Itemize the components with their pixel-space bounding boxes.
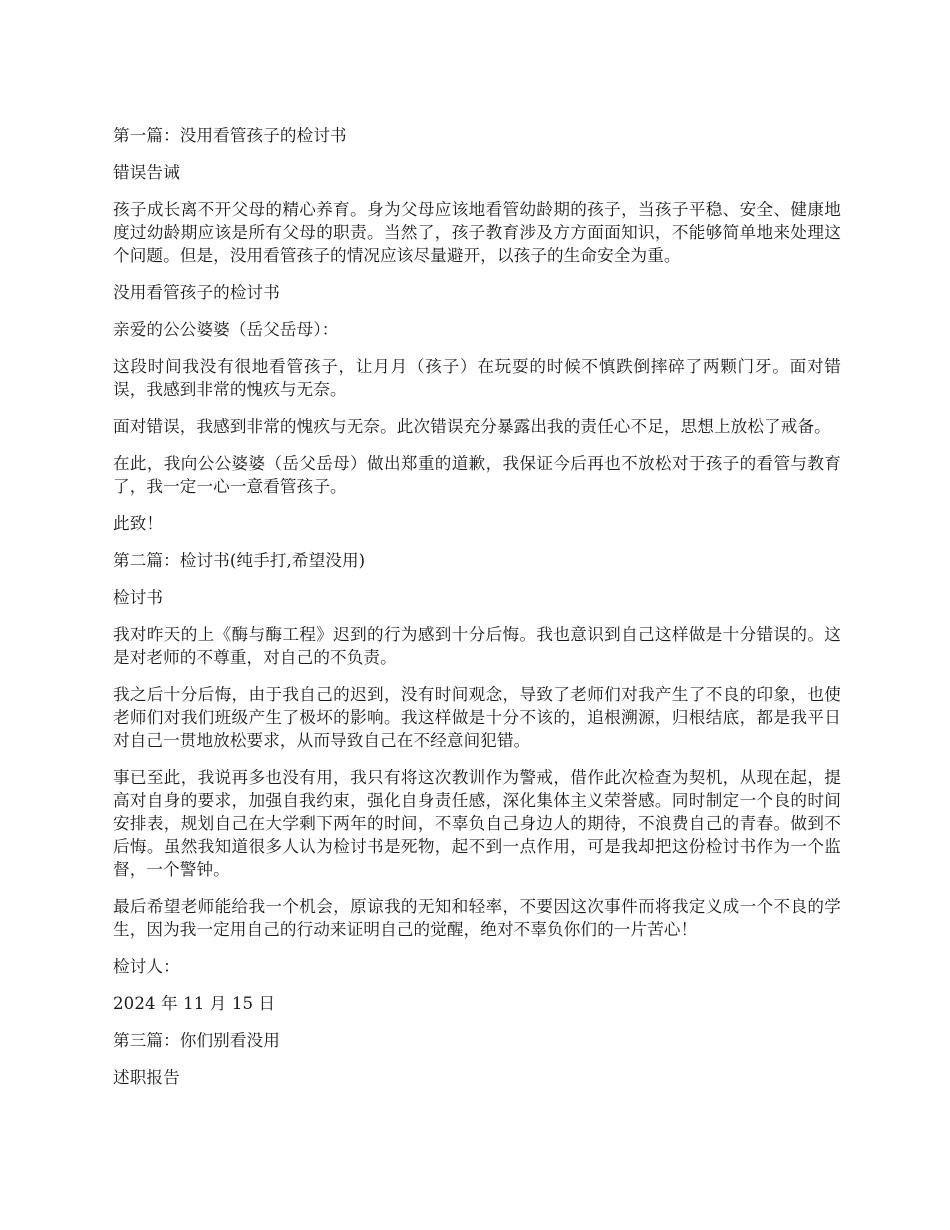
document-page: [113, 124, 841, 1103]
body-paragraph: 我之后十分后悔，由于我自己的迟到，没有时间观念，导致了老师们对我产生了不良的印象，也使老师们对我们班级产生了极坏的影响。我这样做是十分不该的，追根溯源，归根结底，都是我平日对自己一贯地放松要求，从而导致自己在不经意间犯错。: [113, 685, 841, 750]
signature-label: 检讨人：: [113, 957, 180, 976]
heading-part-three: 第三篇：你们别看没用: [113, 1031, 280, 1050]
closing: 此致！: [113, 514, 164, 533]
body-paragraph: 事已至此，我说再多也没有用，我只有将这次教训作为警戒，借作此次检查为契机，从现在起，提高对自身的要求，加强自我约束，强化自身责任感，深化集体主义荣誉感。同时制定一个良的时间安排表，规划自己在大学剩下两年的时间，不辜负自己身边人的期待，不浪费自己的青春。做到不后悔。虽然我知道很多人认为检讨书是死物，起不到一点作用，可是我却把这份检讨书作为一个监督，一个警钟。: [113, 768, 841, 879]
body-paragraph: 我对昨天的上《酶与酶工程》迟到的行为感到十分后悔。我也意识到自己这样做是十分错误的。这是对老师的不尊重，对自己的不负责。: [113, 625, 841, 667]
salutation: 亲爱的公公婆婆（岳父岳母）：: [113, 320, 339, 339]
date-line: 2024 年 11 月 15 日: [113, 994, 276, 1013]
body-paragraph: 孩子成长离不开父母的精心养育。身为父母应该地看管幼龄期的孩子，当孩子平稳、安全、健康地度过幼龄期应该是所有父母的职责。当然了，孩子教育涉及方方面面知识，不能够简单地来处理这个问题。但是，没用看管孩子的情况应该尽量避开，以孩子的生命安全为重。: [113, 200, 841, 265]
body-paragraph: 这段时间我没有很地看管孩子，让月月（孩子）在玩耍的时候不慎跌倒摔碎了两颗门牙。面对错误，我感到非常的愧疚与无奈。: [113, 357, 841, 399]
body-paragraph: 面对错误，我感到非常的愧疚与无奈。此次错误充分暴露出我的责任心不足，思想上放松了戒备。: [113, 417, 831, 436]
section-title: 错误告诫: [113, 163, 180, 182]
body-paragraph: 在此，我向公公婆婆（岳父岳母）做出郑重的道歉，我保证今后再也不放松对于孩子的看管与教育了，我一定一心一意看管孩子。: [113, 454, 841, 496]
heading-part-two: 第二篇：检讨书(纯手打,希望没用): [113, 551, 366, 570]
section-title: 述职报告: [113, 1068, 180, 1087]
section-title: 检讨书: [113, 588, 164, 607]
body-paragraph: 最后希望老师能给我一个机会，原谅我的无知和轻率，不要因这次事件而将我定义成一个不良的学生，因为我一定用自己的行动来证明自己的觉醒，绝对不辜负你们的一片苦心！: [113, 897, 841, 939]
heading-part-one: 第一篇：没用看管孩子的检讨书: [113, 126, 347, 145]
section-title: 没用看管孩子的检讨书: [113, 283, 280, 302]
